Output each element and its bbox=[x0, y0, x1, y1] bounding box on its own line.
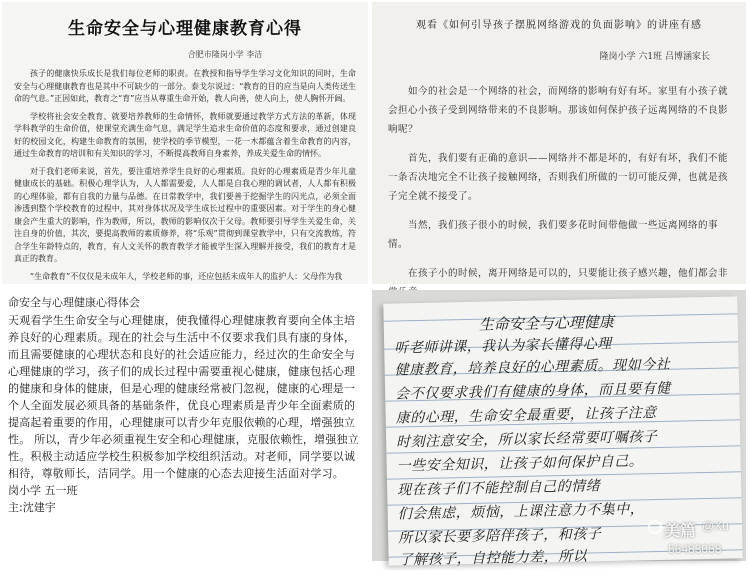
essay-panel-heart bbox=[2, 2, 368, 284]
reflection-class: 岗小学 五一班 bbox=[8, 484, 78, 497]
handwritten-line: 们会焦虑，烦恼，上课注意力不集中， bbox=[397, 501, 645, 523]
essay-paragraph: 首先，我们要有正确的意识——网络并不都是坏的，有好有坏，我们不能一条否决地完全不让孩子接触网络，否则我们所做的一切可能反弹，也就是孩子完全就不接受了。 bbox=[388, 153, 729, 202]
watermark-number: 56483068 bbox=[668, 542, 722, 556]
essay-byline: 隆岗小学 六1班 吕博涵家长 bbox=[599, 52, 710, 62]
meipian-logo-icon bbox=[648, 520, 662, 534]
handwritten-line: 时刻注意安全，所以家长经常要叮嘱孩子 bbox=[396, 429, 658, 451]
handwritten-line: 现在孩子们不能控制自己的情绪 bbox=[397, 478, 601, 499]
essay-paragraph: “生命教育”不仅仅是未成年人，学校老师的事，还应包括未成年人的监护人：父母作为我 bbox=[30, 271, 343, 281]
essay-paragraph: 在孩子小的时候，离开网络是可以的，只要能让孩子感兴趣，他们都会非 bbox=[408, 268, 729, 279]
essay-paragraph: 当然，我们孩子很小的时候，我们要多花时间带他做一些远离网络的事情。 bbox=[388, 220, 719, 250]
handwritten-line: 健康教育，培养良好的心理素质。现如今社 bbox=[394, 356, 671, 379]
handwritten-line: 康的心理，生命安全最重要，让孩子注意 bbox=[395, 405, 657, 427]
essay-paragraph: 学校将社会安全教育、就要培养教师的生命情怀，教师就要通过教学方式方法的革新，体现学科教学的生命价值，使课堂充满生命气息，满足学生追求生命价值的态度和要求，通过创建良好的校园文化，构建生命教育的氛围，使学校的季节模型，一花一木都蕴含着生命教育的内容，通过生命教育的培训和有关知识的学习，不断提高教师自身素养，养成关爱生命的情怀。 bbox=[14, 111, 356, 158]
handwritten-line: 会不仅要求我们有健康的身体，而且要有健 bbox=[395, 380, 671, 403]
essay-paragraph: 对于我们老师来说，首先，要注重培养学生良好的心理素质。良好的心理素质是青少年儿童健康成长的基础。积极心理学认为，人人都需要爱，人人都是自我心理的调试者，人人都有积极的心理体验，都有自我的力量与品德。在日常教学中，我们要善于挖掘学生的闪光点，必须全面渗透到整个学校教育的过程中，其对身体状况及学生成长过程中的重要因素。对于学生的身心健康会产生重大的影响，作为教师，所以，教师的影响仅次于父母。教师要引导学生关爱生命，关注自身的价值，其次，要提高教师的素质修养，将“乐观”贯彻到课堂教学中，只有交流教练，符合学生年龄特点的，教育，有人文关怀的教育教学才能被学生深入理解并接受，我们的教育才是真正的教育。 bbox=[14, 166, 356, 263]
handwritten-title: 生命安全与心理健康 bbox=[478, 312, 614, 334]
handwritten-line: 了解孩子，自控能力差，所以 bbox=[398, 548, 588, 569]
essay-paragraph: 孩子的健康快乐成长是我们每位老师的职责。在教授和指导学生学习文化知识的同时，生命安全与心理健康教育也是其中不可缺少的一部分。泰戈尔说过：“教育的目的应当是向人类传送生命的气息。”正因如此，教育之“育”应当从尊重生命开始，教人向善，使人向上，使人胸怀开阔。 bbox=[14, 69, 356, 103]
essay-author: 合肥市隆岗小学 李洁 bbox=[187, 50, 263, 59]
essay-paragraph: 如今的社会是一个网络的社会，而网络的影响有好有坏。家里有小孩子就会担心小孩子受到网络带来的不良影响。那该如何保护孩子远离网络的不良影响呢？ bbox=[388, 86, 729, 135]
watermark-handle: @Xu bbox=[702, 519, 729, 533]
reflection-body: 天观看学生生命安全与心理健康，使我懂得心理健康教育要向全体主培养良好的心理素质。现在的社会与生活中不仅要求我们具有康的身体，而且需要健康的心理状态和良好的社会适应能力，经过次的生命安全与心理健康的学习，孩子们的成长过程中需要重视心健康，健康包括心理的健康和身体的健康，但是心理的健康经常被门忽视，健康的心理是一个人全面发展必须具备的基础条件，优良心理素质是青少年全面素质的提高起着重要的作用，心理健康可以青少年克服依赖的心理，增强独立性。 所以，青少年必须重视生安全和心理健康，克服依赖性，增强独立性。积极主动适应学校生积极参加学校组织活动。对老师，同学要以诚相待，尊敬师长，洁同学。用一个健康的心态去迎接生活面对学习。 bbox=[8, 314, 359, 480]
watermark-logo: 美篇 bbox=[664, 523, 697, 540]
handwritten-panel bbox=[372, 290, 746, 569]
handwritten-line: 一些安全知识，让孩子如何保护自己。 bbox=[396, 453, 644, 475]
handwritten-line: 所以家长要多陪伴孩子，和孩子 bbox=[398, 526, 602, 547]
essay-title: 观看《如何引导孩子摆脱网络游戏的负面影响》的讲座有感 bbox=[416, 20, 702, 31]
essay-panel-network bbox=[372, 2, 746, 284]
handwritten-line: 听老师讲课，我认为家长懂得心理 bbox=[394, 335, 612, 357]
reflection-title: 命安全与心理健康心得体会 bbox=[8, 296, 140, 309]
reflection-panel bbox=[2, 290, 368, 561]
reflection-signer: 主:沈建宇 bbox=[8, 501, 56, 514]
essay-title: 生命安全与心理健康教育心得 bbox=[68, 19, 302, 39]
